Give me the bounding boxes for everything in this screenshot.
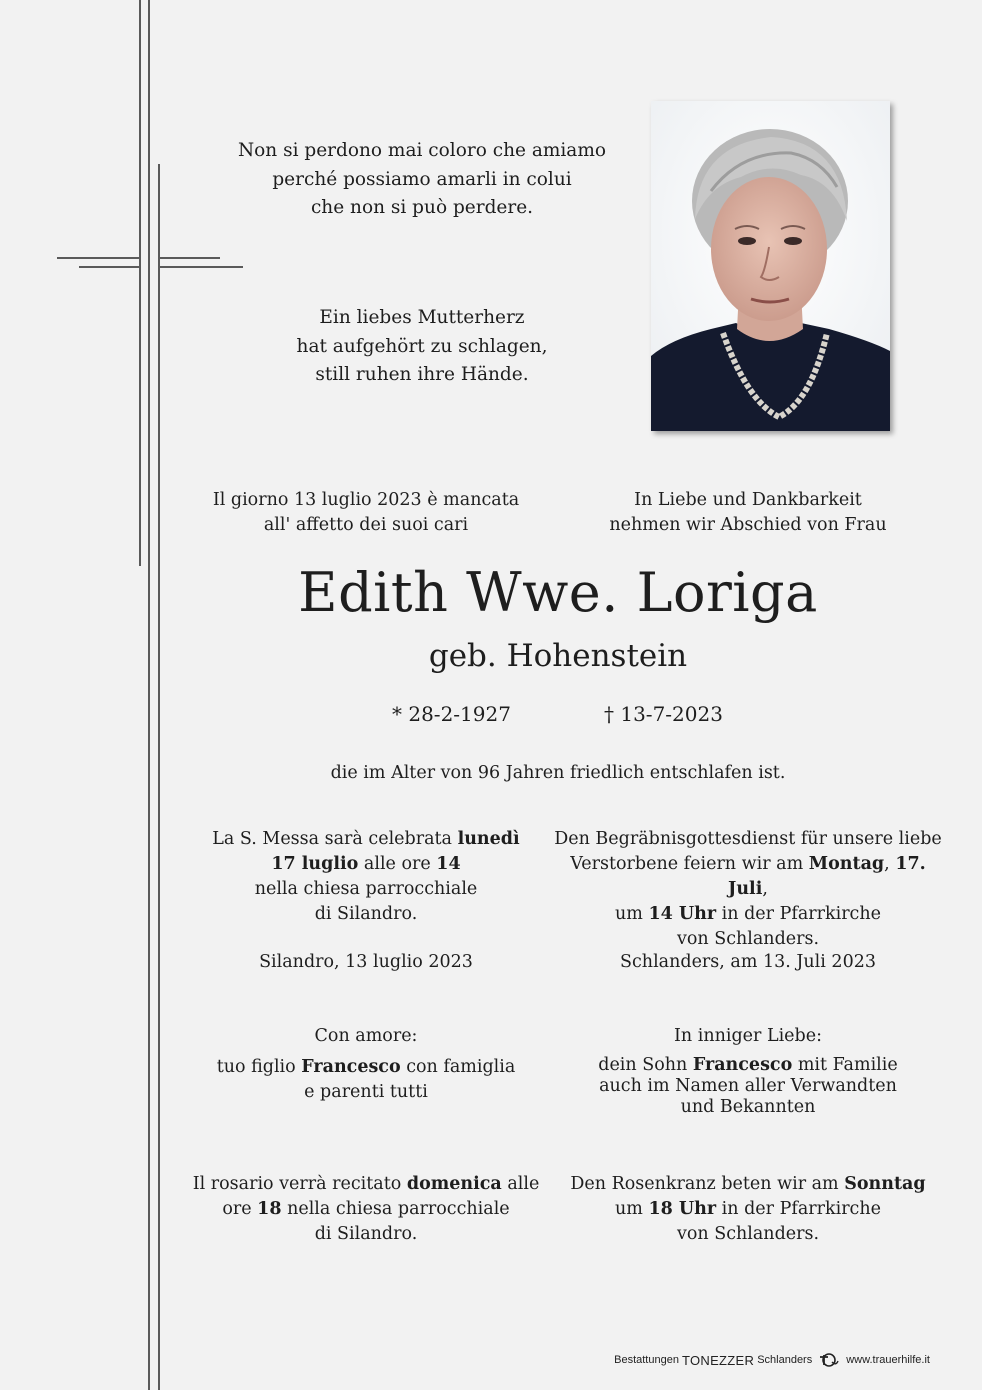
footer-suffix: Schlanders — [757, 1354, 813, 1366]
cross-upright-inner — [158, 164, 160, 1390]
age-line: die im Alter von 96 Jahren friedlich entschlafen ist. — [330, 763, 786, 783]
trauerhilfe-logo-icon — [818, 1352, 840, 1368]
rosary-german: Den Rosenkranz beten wir am Sonntag um 18 Uhr in der Pfarrkirche von Schlanders. — [570, 1174, 926, 1244]
cross-vertical-line-right — [148, 0, 150, 1390]
cross-bar-top-right — [158, 257, 220, 259]
maiden-name: geb. Hohenstein — [428, 638, 688, 674]
deceased-name: Edith Wwe. Loriga — [298, 561, 818, 624]
intro-german: In Liebe und Dankbarkeit nehmen wir Abschied von Frau — [609, 490, 887, 535]
mourners-italian: Con amore: tuo figlio Francesco con famiglia e parenti tutti — [216, 1026, 516, 1102]
mourners-german: In inniger Liebe: dein Sohn Francesco mit Familie auch im Namen aller Verwandten und Bekannten — [598, 1026, 898, 1117]
place-date-italian: Silandro, 13 luglio 2023 — [259, 952, 473, 972]
verse-german: Ein liebes Mutterherz hat aufgehört zu schlagen, still ruhen ihre Hände. — [296, 307, 548, 385]
verse-italian: Non si perdono mai coloro che amiamo perché possiamo amarli in colui che non si può perdere. — [237, 140, 607, 218]
footer-website[interactable]: www.trauerhilfe.it — [846, 1354, 930, 1366]
cross-bar-top — [57, 257, 140, 259]
place-date-german: Schlanders, am 13. Juli 2023 — [620, 952, 876, 972]
portrait-illustration — [651, 101, 890, 431]
intro-italian: Il giorno 13 luglio 2023 è mancata all' affetto dei suoi cari — [212, 490, 520, 535]
footer-brand: TONEZZER — [681, 1352, 755, 1368]
cross-bar-bottom-right — [158, 266, 243, 268]
portrait-photo — [651, 101, 890, 431]
footer — [560, 1350, 930, 1370]
footer-prefix: Bestattungen — [614, 1354, 679, 1366]
birth-date: * 28-2-1927 — [392, 702, 511, 726]
mass-german: Den Begräbnisgottesdienst für unsere liebe Verstorbene feiern wir am Montag, 17. Juli, um 14 Uhr in der Pfarrkirche von Schlanders. — [554, 829, 942, 949]
cross-bar-bottom — [79, 266, 140, 268]
mass-italian: La S. Messa sarà celebrata lunedì 17 luglio alle ore 14 nella chiesa parrocchiale di Silandro. — [212, 829, 520, 924]
rosary-italian: Il rosario verrà recitato domenica alle ore 18 nella chiesa parrocchiale di Silandro. — [192, 1174, 540, 1244]
death-date: † 13-7-2023 — [604, 702, 723, 726]
